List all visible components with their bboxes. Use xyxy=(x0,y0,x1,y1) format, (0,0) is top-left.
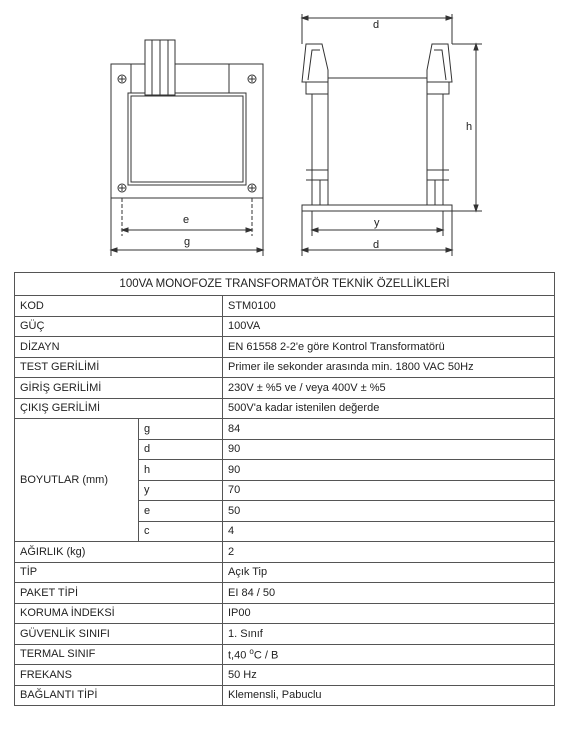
table-row xyxy=(15,624,555,645)
dimension-value: 84 xyxy=(223,419,555,440)
dim-label-e: e xyxy=(183,214,190,226)
row-label: AĞIRLIK (kg) xyxy=(15,542,223,563)
row-value: EN 61558 2-2'e göre Kontrol Transformatörü xyxy=(223,337,555,358)
row-label: FREKANS xyxy=(15,665,223,686)
table-row xyxy=(15,316,555,337)
table-title: 100VA MONOFOZE TRANSFORMATÖR TEKNİK ÖZELLİKLERİ xyxy=(15,273,555,296)
row-value: EI 84 / 50 xyxy=(223,583,555,604)
dimension-key: y xyxy=(139,480,223,501)
row-value: Primer ile sekonder arasında min. 1800 VAC 50Hz xyxy=(223,357,555,378)
dimension-value: 90 xyxy=(223,460,555,481)
side-view xyxy=(302,14,482,256)
row-value: 2 xyxy=(223,542,555,563)
row-value: 230V ± %5 ve / veya 400V ± %5 xyxy=(223,378,555,399)
row-value: IP00 xyxy=(223,603,555,624)
row-value: 50 Hz xyxy=(223,665,555,686)
table-row xyxy=(15,419,555,440)
row-label: TERMAL SINIF xyxy=(15,644,223,665)
dim-label-y: y xyxy=(374,217,380,229)
table-row xyxy=(15,685,555,706)
table-row xyxy=(15,357,555,378)
row-value: Klemensli, Pabuclu xyxy=(223,685,555,706)
row-label: PAKET TİPİ xyxy=(15,583,223,604)
thermal-value-prefix: t,40 xyxy=(228,650,250,663)
dimension-key: e xyxy=(139,501,223,522)
table-row xyxy=(15,562,555,583)
row-label: KORUMA İNDEKSİ xyxy=(15,603,223,624)
row-label: GİRİŞ GERİLİMİ xyxy=(15,378,223,399)
dim-label-g: g xyxy=(184,236,191,248)
dimensions-label: BOYUTLAR (mm) xyxy=(15,419,139,542)
thermal-value-suffix: C / B xyxy=(253,650,279,663)
row-label: DİZAYN xyxy=(15,337,223,358)
table-row xyxy=(15,378,555,399)
table-row xyxy=(15,337,555,358)
dimension-value: 50 xyxy=(223,501,555,522)
spec-table xyxy=(14,272,555,706)
dimension-key: c xyxy=(139,521,223,542)
table-row xyxy=(15,583,555,604)
dim-label-d-bottom: d xyxy=(373,239,380,251)
row-value: 500V'a kadar istenilen değerde xyxy=(223,398,555,419)
dimension-key: d xyxy=(139,439,223,460)
degree-sign: o xyxy=(249,647,254,657)
row-value: Açık Tip xyxy=(223,562,555,583)
table-row xyxy=(15,665,555,686)
dimension-key: g xyxy=(139,419,223,440)
row-label: TİP xyxy=(15,562,223,583)
row-label: GÜVENLİK SINIFI xyxy=(15,624,223,645)
table-row xyxy=(15,398,555,419)
table-row xyxy=(15,603,555,624)
table-row xyxy=(15,296,555,317)
row-value: STM0100 xyxy=(223,296,555,317)
table-row xyxy=(15,542,555,563)
row-value: 100VA xyxy=(223,316,555,337)
dimension-value: 90 xyxy=(223,439,555,460)
table-row xyxy=(15,644,555,665)
dimension-key: h xyxy=(139,460,223,481)
row-label: KOD xyxy=(15,296,223,317)
row-value: 1. Sınıf xyxy=(223,624,555,645)
dimension-value: 70 xyxy=(223,480,555,501)
dim-label-d-top: d xyxy=(373,19,380,31)
row-label: BAĞLANTI TİPİ xyxy=(15,685,223,706)
row-label: TEST GERİLİMİ xyxy=(15,357,223,378)
row-value xyxy=(223,644,555,665)
transformer-technical-drawing xyxy=(0,0,570,265)
dim-label-h: h xyxy=(466,121,473,133)
row-label: GÜÇ xyxy=(15,316,223,337)
dimension-value: 4 xyxy=(223,521,555,542)
row-label: ÇIKIŞ GERİLİMİ xyxy=(15,398,223,419)
